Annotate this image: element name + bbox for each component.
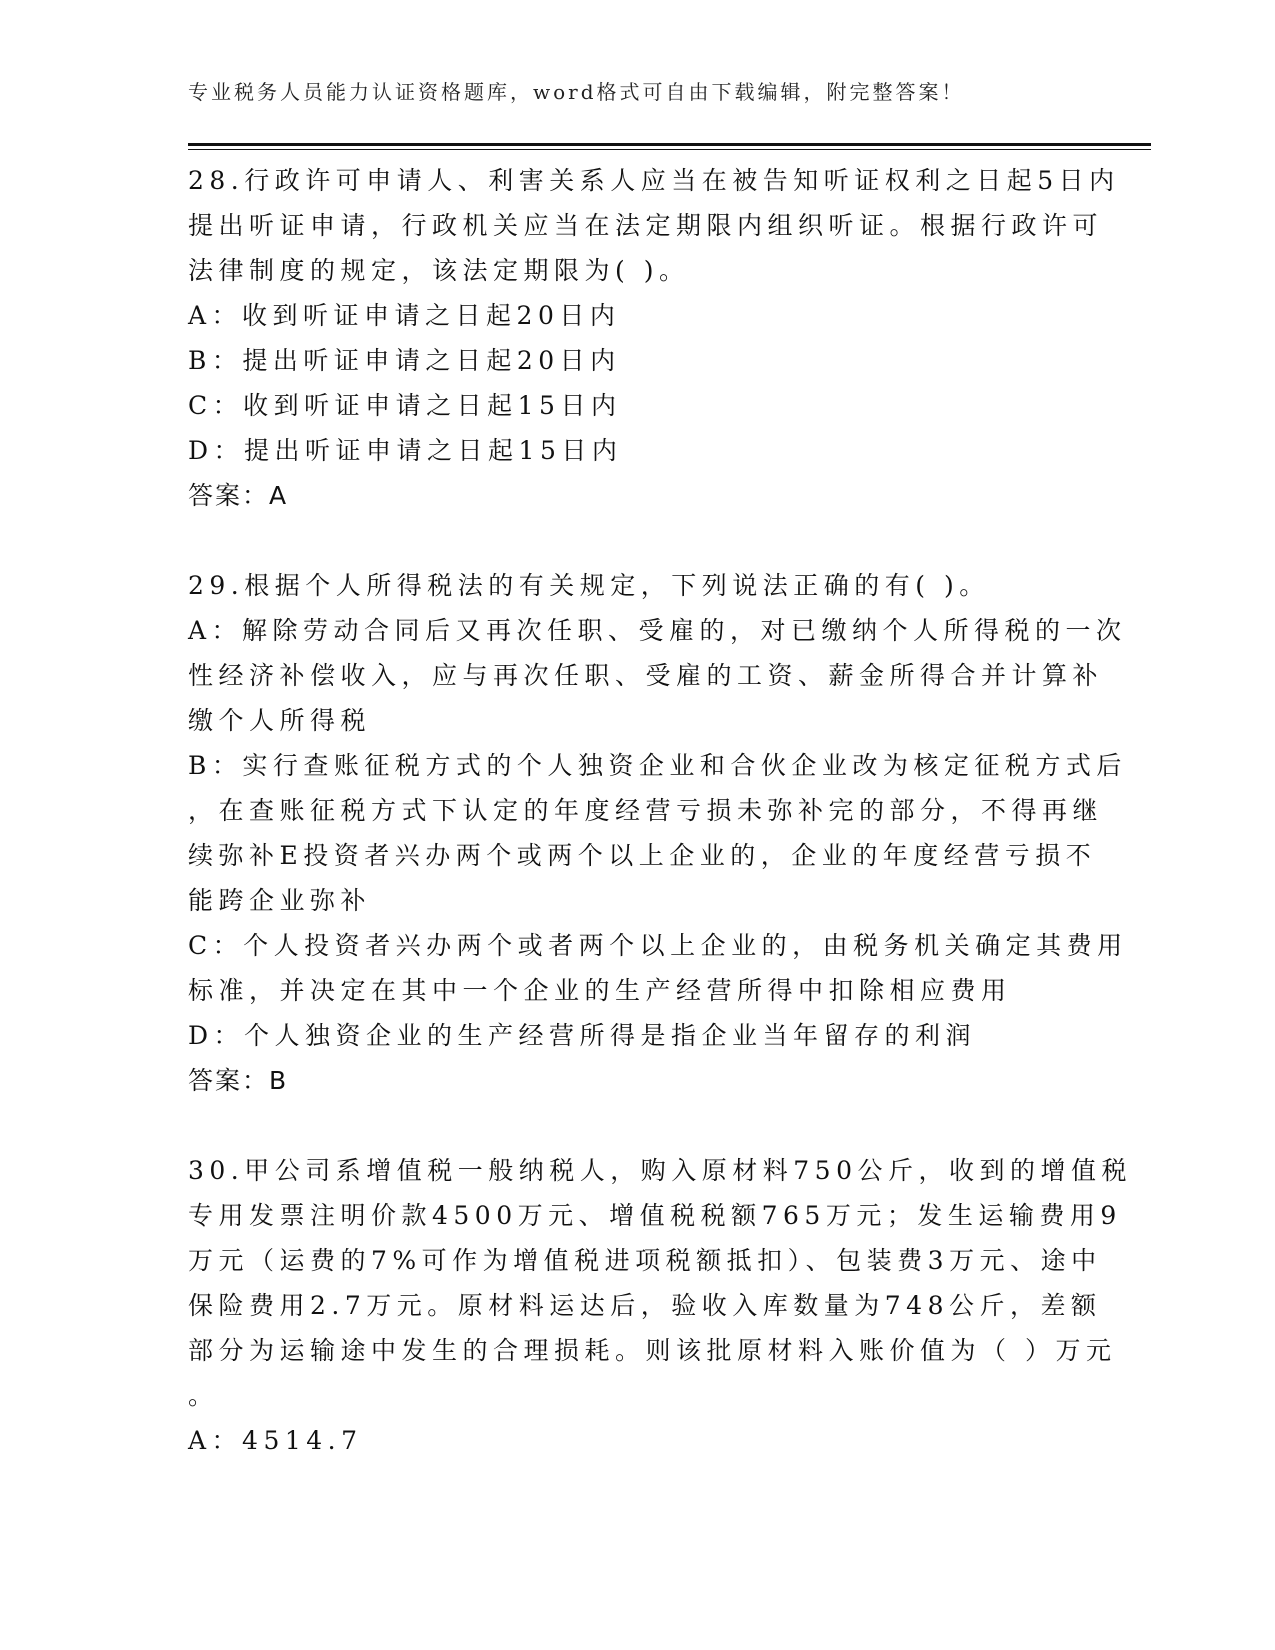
option-d: D：提出听证申请之日起15日内 bbox=[188, 436, 623, 465]
option-d: D：个人独资企业的生产经营所得是指企业当年留存的利润 bbox=[188, 1021, 977, 1050]
question-30 bbox=[188, 1148, 1132, 1463]
question-stem-line: 提出听证申请，行政机关应当在法定期限内组织听证。根据行政许可 bbox=[188, 211, 1104, 240]
question-28 bbox=[188, 158, 1120, 518]
option-b-continued: 续弥补E投资者兴办两个或两个以上企业的，企业的年度经营亏损不 bbox=[188, 841, 1097, 870]
option-a: A：收到听证申请之日起20日内 bbox=[188, 301, 621, 330]
question-spacer bbox=[188, 518, 1088, 563]
option-c-continued: 标准，并决定在其中一个企业的生产经营所得中扣除相应费用 bbox=[188, 976, 1012, 1005]
answer-label: 答案：A bbox=[188, 481, 289, 510]
option-b: B：实行查账征税方式的个人独资企业和合伙企业改为核定征税方式后 bbox=[188, 751, 1127, 780]
option-b: B：提出听证申请之日起20日内 bbox=[188, 346, 621, 375]
question-29 bbox=[188, 563, 1128, 1103]
question-stem-line: 28.行政许可申请人、利害关系人应当在被告知听证权利之日起5日内 bbox=[188, 166, 1120, 195]
question-stem-line: 。 bbox=[188, 1381, 219, 1410]
option-b-continued: ，在查账征税方式下认定的年度经营亏损未弥补完的部分，不得再继 bbox=[188, 796, 1104, 825]
question-list bbox=[188, 158, 1132, 1463]
question-stem-line: 30.甲公司系增值税一般纳税人，购入原材料750公斤，收到的增值税 bbox=[188, 1156, 1132, 1185]
option-a: A：解除劳动合同后又再次任职、受雇的，对已缴纳个人所得税的一次 bbox=[188, 616, 1127, 645]
question-stem-line: 保险费用2.7万元。原材料运达后，验收入库数量为748公斤，差额 bbox=[188, 1291, 1102, 1320]
page-header-text: 专业税务人员能力认证资格题库，word格式可自由下载编辑，附完整答案！ bbox=[188, 80, 965, 104]
question-stem-line: 部分为运输途中发生的合理损耗。则该批原材料入账价值为（ ）万元 bbox=[188, 1336, 1117, 1365]
option-a-continued: 缴个人所得税 bbox=[188, 706, 372, 735]
answer-label: 答案：B bbox=[188, 1066, 289, 1095]
question-stem-line: 法律制度的规定，该法定期限为( )。 bbox=[188, 256, 690, 285]
question-stem-line: 万元（运费的7%可作为增值税进项税额抵扣）、包装费3万元、途中 bbox=[188, 1246, 1102, 1275]
option-a-continued: 性经济补偿收入，应与再次任职、受雇的工资、薪金所得合并计算补 bbox=[188, 661, 1104, 690]
question-stem-line: 29.根据个人所得税法的有关规定，下列说法正确的有( )。 bbox=[188, 571, 990, 600]
header-rule-thick bbox=[188, 143, 1151, 146]
option-b-continued: 能跨企业弥补 bbox=[188, 886, 372, 915]
header-rule-thin bbox=[188, 149, 1151, 150]
option-c: C：收到听证申请之日起15日内 bbox=[188, 391, 622, 420]
question-stem-line: 专用发票注明价款4500万元、增值税税额765万元；发生运输费用9 bbox=[188, 1201, 1122, 1230]
option-c: C：个人投资者兴办两个或者两个以上企业的，由税务机关确定其费用 bbox=[188, 931, 1128, 960]
question-spacer bbox=[188, 1103, 1088, 1148]
option-a: A：4514.7 bbox=[188, 1426, 363, 1455]
